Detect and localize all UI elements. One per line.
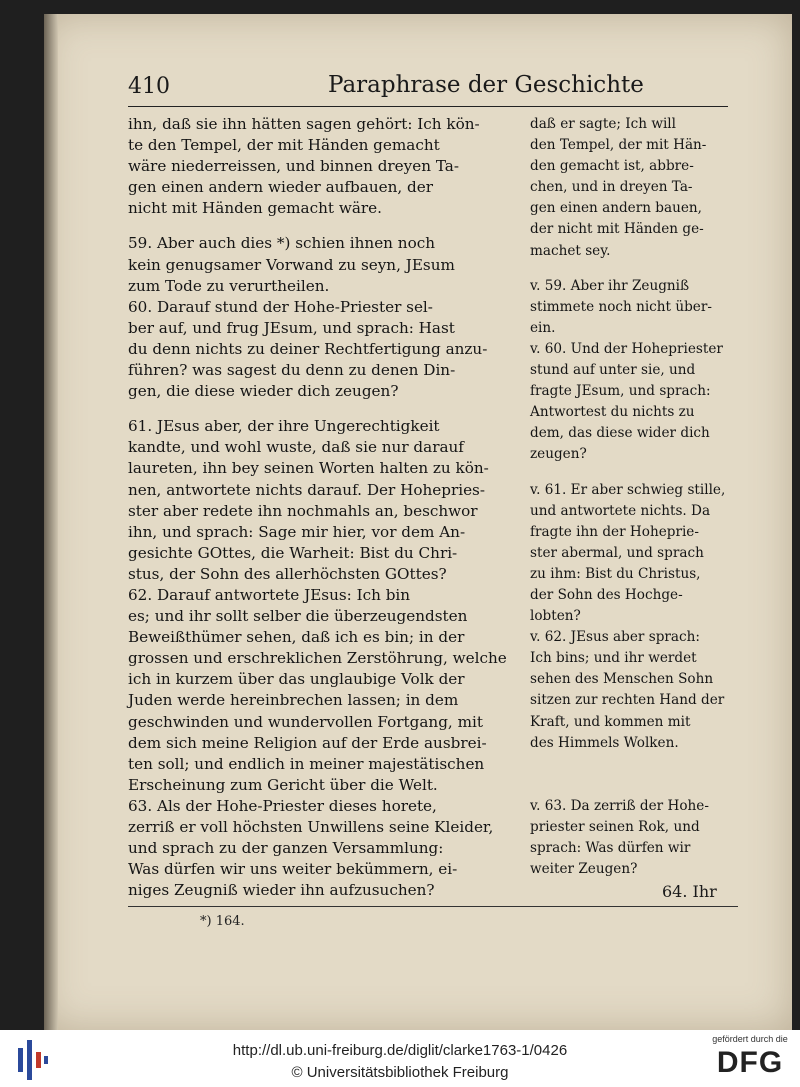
- left-paragraph: ihn, daß sie ihn hätten sagen gehört: Ich kön- te den Tempel, der mit Händen gemacht wäre niederreissen, und binnen dreyen Ta- gen einen andern wieder aufbauen, der nicht mit Händen gemacht wäre.: [128, 115, 480, 218]
- footnote-rule: [128, 906, 738, 907]
- copyright-notice: © Universitätsbibliothek Freiburg: [291, 1064, 509, 1081]
- dfg-logo-icon: DFG: [716, 1046, 784, 1079]
- page-spine-shadow: [44, 14, 58, 1030]
- page-number: 410: [128, 74, 170, 99]
- left-paragraph-61: 61. JEsus aber, der ihre Ungerechtigkeit kandte, und wohl wuste, daß sie nur darauf laureten, ihn bey seinen Worten halten zu kön- nen, antwortete nichts darauf. Der Hohepries- ster aber redete ihn nochmahls an, beschwor ihn, und sprach: Sage mir hier, vor dem An- gesichte GOttes, die Warheit: Bist du Chri- stus, der Sohn des allerhöchsten GOttes?: [128, 417, 489, 583]
- right-column-scripture: [530, 114, 740, 880]
- right-verse-59: v. 59. Aber ihr Zeugniß stimmete noch nicht über- ein.: [530, 277, 712, 336]
- viewer-footer: [0, 1030, 800, 1087]
- page-header: [128, 70, 728, 107]
- right-verse-63: v. 63. Da zerriß der Hohe- priester seinen Rok, und sprach: Was dürfen wir weiter Zeugen?: [530, 797, 709, 877]
- left-column-paraphrase: [128, 114, 520, 901]
- right-verse-62: v. 62. JEsus aber sprach: Ich bins; und ihr werdet sehen des Menschen Sohn sitzen zur rechten Hand der Kraft, und kommen mit des Himmels Wolken.: [530, 629, 725, 751]
- running-head: Paraphrase der Geschichte: [328, 72, 644, 98]
- left-paragraph-59: 59. Aber auch dies *) schien ihnen noch kein genugsamer Vorwand zu seyn, JEsum zum Tode zu verurtheilen.: [128, 234, 455, 295]
- left-paragraph-60: 60. Darauf stund der Hohe-Priester sel- ber auf, und frug JEsum, und sprach: Hast du denn nichts zu deiner Rechtfertigung anzu- führen? was sagest du denn zu denen Din- gen, die diese wieder dich zeugen?: [128, 297, 488, 401]
- right-paragraph: daß er sagte; Ich will den Tempel, der mit Hän- den gemacht ist, abbre- chen, und in dreyen Ta- gen einen andern bauen, der nicht mit Händen ge- machet sey.: [530, 116, 707, 259]
- dfg-logo: [706, 1034, 794, 1084]
- right-verse-60: v. 60. Und der Hohepriester stund auf unter sie, und fragte JEsum, und sprach: Antwortest du nichts zu dem, das diese wider dich zeugen?: [530, 340, 723, 463]
- left-paragraph-62: 62. Darauf antwortete JEsus: Ich bin es; und ihr sollt selber die überzeugendsten Beweißthümer sehen, daß ich es bin; in der grossen und erschreklichen Zerstöhrung, welche ich in kurzem über das unglaubige Volk der Juden werde hereinbrechen lassen; in dem geschwinden und wundervollen Fortgang, mit dem sich meine Religion auf der Erde ausbrei- ten soll; und endlich in meiner majestätischen Erscheinung zum Gericht über die Welt.: [128, 585, 507, 794]
- funded-by-label: gefördert durch die: [712, 1034, 788, 1044]
- footnote: *) 164.: [200, 914, 245, 929]
- catchword: 64. Ihr: [662, 882, 717, 901]
- right-verse-61: v. 61. Er aber schwieg stille, und antwortete nichts. Da fragte ihn der Hoheprie- ster abermal, und sprach zu ihm: Bist du Christus, der Sohn des Hochge- lobten?: [530, 481, 726, 625]
- permalink-url[interactable]: http://dl.ub.uni-freiburg.de/diglit/clarke1763-1/0426: [232, 1042, 568, 1059]
- left-paragraph-63: 63. Als der Hohe-Priester dieses horete, zerriß er voll höchsten Unwillens seine Kleider, und sprach zu der ganzen Versammlung: Was dürfen wir uns weiter bekümmern, ei- niges Zeugniß wieder ihn aufzusuchen?: [128, 796, 494, 900]
